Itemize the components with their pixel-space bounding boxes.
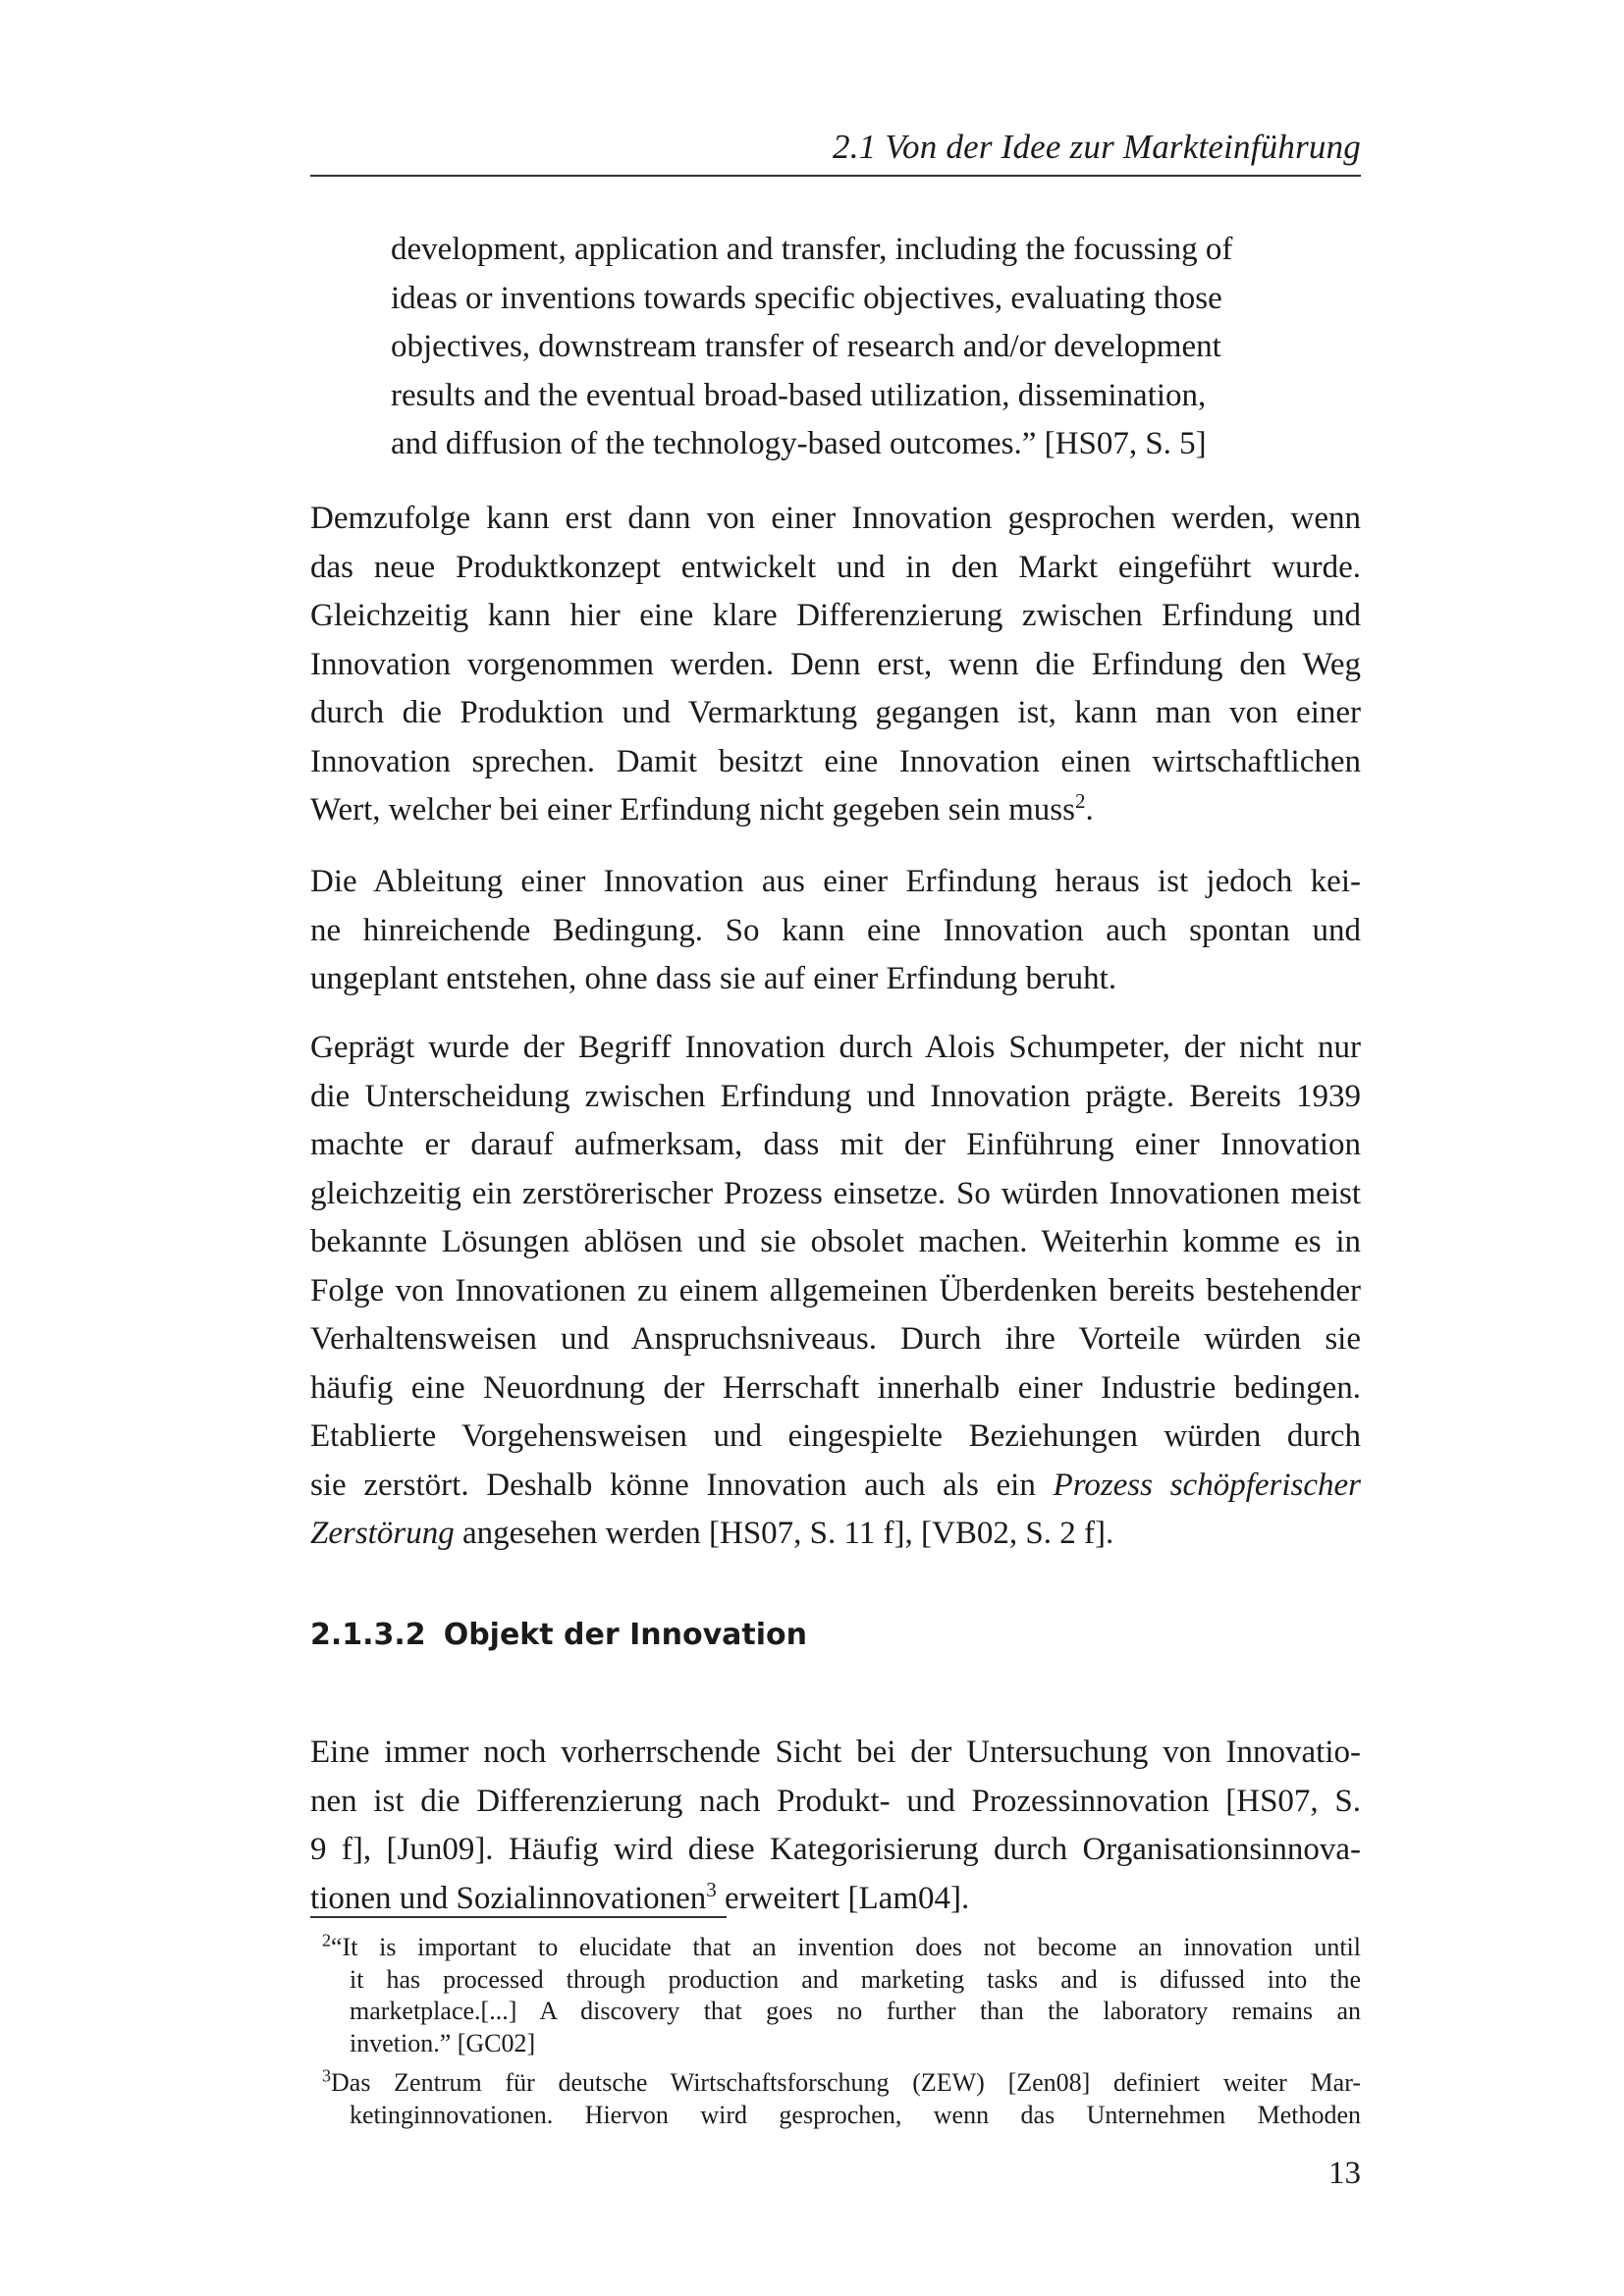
- paragraph-4: [310, 1729, 1361, 1923]
- footnote-gap: [310, 2059, 1361, 2067]
- text-run: Das Zentrum für deutsche Wirtschaftsforschung (ZEW) [Zen08] definiert weiter Mar-: [331, 2068, 1361, 2097]
- block-quote: [391, 226, 1280, 469]
- text-line: die Unterscheidung zwischen Erfindung und Innovation prägte. Bereits 1939: [310, 1078, 1361, 1114]
- footnote-2-line: [310, 1932, 1361, 1964]
- footnote-2-line: marketplace.[...] A discovery that goes no further than the laboratory remains an: [350, 1997, 1361, 2025]
- emphasis-text: Zerstörung: [310, 1516, 455, 1551]
- footnotes: [310, 1932, 1361, 2131]
- section-title: Objekt der Innovation: [443, 1618, 807, 1652]
- quote-line: objectives, downstream transfer of research and/or development: [391, 329, 1221, 364]
- text-line: ungeplant entstehen, ohne dass sie auf einer Erfindung beruht.: [310, 961, 1117, 996]
- footnote-ref-3[interactable]: 3: [706, 1877, 717, 1901]
- footnote-mark: 3: [322, 2065, 331, 2086]
- section-number: 2.1.3.2: [310, 1618, 426, 1652]
- text-run: angesehen werden [HS07, S. 11 f], [VB02, S. 2 f].: [454, 1516, 1114, 1551]
- text-run: sie zerstört. Deshalb könne Innovation auch als ein: [310, 1467, 1054, 1503]
- text-line: Geprägt wurde der Begriff Innovation durch Alois Schumpeter, der nicht nur: [310, 1030, 1361, 1065]
- running-header: [310, 122, 1361, 177]
- text-run: “It is important to elucidate that an invention does not become an innovation until: [331, 1933, 1361, 1961]
- footnote-3-line: [310, 2067, 1361, 2100]
- text-line: [310, 1462, 1361, 1511]
- text-line: gleichzeitig ein zerstörerischer Prozess einsetze. So würden Innovationen meist: [310, 1175, 1361, 1211]
- text-line: das neue Produktkonzept entwickelt und in den Markt eingeführt wurde.: [310, 549, 1361, 585]
- text-line: häufig eine Neuordnung der Herrschaft innerhalb einer Industrie bedingen.: [310, 1369, 1361, 1406]
- quote-line: and diffusion of the technology-based outcomes.” [HS07, S. 5]: [391, 426, 1207, 461]
- quote-line: ideas or inventions towards specific objectives, evaluating those: [391, 280, 1222, 316]
- text-line: Gleichzeitig kann hier eine klare Differenzierung zwischen Erfindung und: [310, 598, 1361, 633]
- text-line: Etablierte Vorgehensweisen und eingespielte Beziehungen würden durch: [310, 1418, 1361, 1454]
- text-run: .: [1085, 792, 1094, 828]
- section-heading: [310, 1618, 807, 1652]
- text-line: Innovation sprechen. Damit besitzt eine Innovation einen wirtschaftlichen: [310, 743, 1361, 779]
- footnote-divider: [310, 1916, 727, 1918]
- text-run: Wert, welcher bei einer Erfindung nicht gegeben sein muss: [310, 792, 1075, 828]
- paragraph-3: [310, 1024, 1361, 1559]
- text-line: Die Ableitung einer Innovation aus einer Erfindung heraus ist jedoch kei-: [310, 864, 1361, 899]
- paragraph-2: [310, 858, 1361, 1004]
- text-line: Demzufolge kann erst dann von einer Innovation gesprochen werden, wenn: [310, 501, 1361, 536]
- page-number: 13: [1328, 2156, 1361, 2191]
- text-line: nen ist die Differenzierung nach Produkt- und Prozessinnovation [HS07, S.: [310, 1783, 1361, 1819]
- footnote-ref-2[interactable]: 2: [1075, 789, 1086, 813]
- text-line: ne hinreichende Bedingung. So kann eine Innovation auch spontan und: [310, 912, 1361, 948]
- text-line: bekannte Lösungen ablösen und sie obsolet machen. Weiterhin komme es in: [310, 1224, 1361, 1259]
- emphasis-text: Prozess schöpferischer: [1053, 1467, 1361, 1503]
- text-run: erweitert [Lam04].: [716, 1880, 970, 1916]
- text-line: [310, 786, 1361, 835]
- footnote-2-line: it has processed through production and marketing tasks and is difussed into the: [350, 1964, 1361, 1994]
- paragraph-1: [310, 495, 1361, 835]
- header-title: 2.1 Von der Idee zur Markteinführung: [833, 128, 1361, 166]
- text-line: 9 f], [Jun09]. Häufig wird diese Kategorisierung durch Organisationsinnova-: [310, 1832, 1361, 1867]
- footnote-2-line: invetion.” [GC02]: [350, 2028, 536, 2057]
- text-line: Verhaltensweisen und Anspruchsniveaus. Durch ihre Vorteile würden sie: [310, 1321, 1361, 1357]
- footnote-mark: 2: [322, 1930, 331, 1950]
- footnote-3-line: ketinginnovationen. Hiervon wird gesprochen, wenn das Unternehmen Methoden: [350, 2100, 1361, 2129]
- quote-line: development, application and transfer, including the focussing of: [391, 232, 1233, 267]
- text-line: durch die Produktion und Vermarktung gegangen ist, kann man von einer: [310, 695, 1361, 730]
- text-line: machte er darauf aufmerksam, dass mit der Einführung einer Innovation: [310, 1127, 1361, 1162]
- text-line: [310, 1510, 1361, 1559]
- quote-line: results and the eventual broad-based utilization, dissemination,: [391, 377, 1207, 413]
- text-line: Eine immer noch vorherrschende Sicht bei der Untersuchung von Innovatio-: [310, 1735, 1361, 1770]
- text-line: Innovation vorgenommen werden. Denn erst, wenn die Erfindung den Weg: [310, 646, 1361, 682]
- text-line: Folge von Innovationen zu einem allgemeinen Überdenken bereits bestehender: [310, 1272, 1361, 1308]
- text-run: tionen und Sozialinnovationen: [310, 1880, 707, 1916]
